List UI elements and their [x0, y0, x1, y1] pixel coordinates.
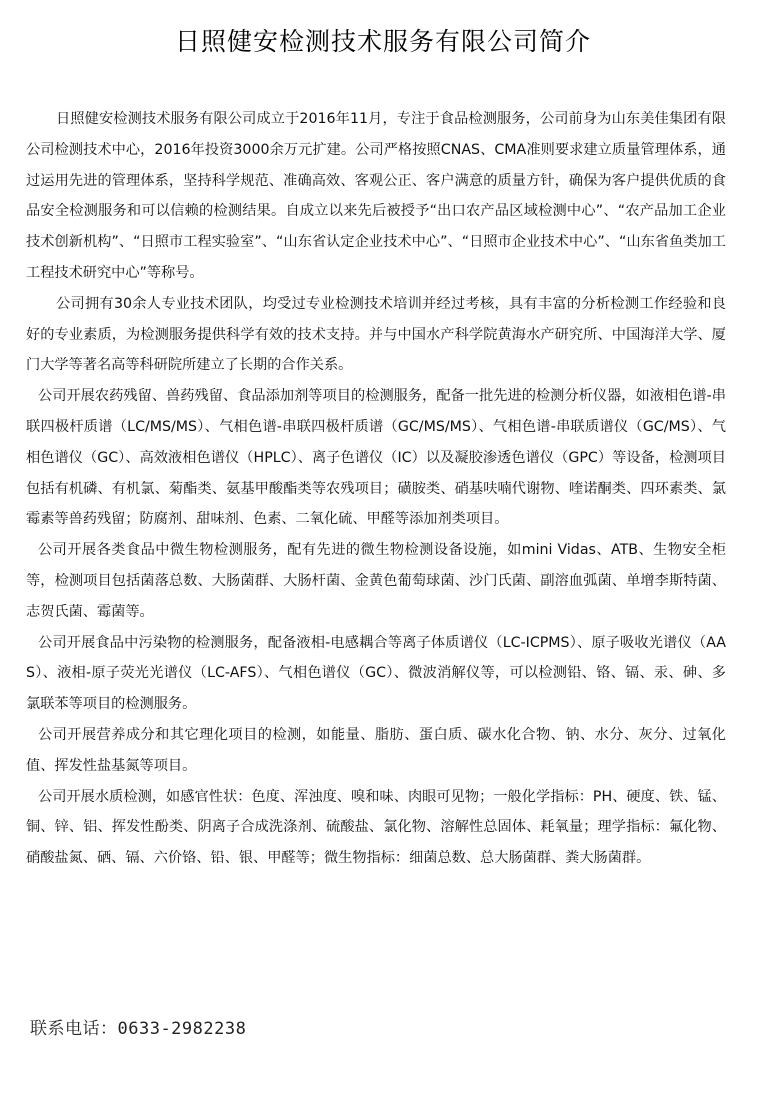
paragraph-contaminant-testing: 公司开展食品中污染物的检测服务，配备液相-电感耦合等离子体质谱仪（LC-ICPMS）、原子吸收光谱仪（AAS）、液相-原子荧光光谱仪（LC-AFS）、气相色谱仪（GC）、微波消解仪等，可以检测铅、铬、镉、汞、砷、多氯联苯等项目的检测服务。	[26, 634, 726, 713]
body-text	[26, 104, 726, 874]
paragraph-company-overview: 日照健安检测技术服务有限公司成立于2016年11月，专注于食品检测服务，公司前身为山东美佳集团有限公司检测技术中心，2016年投资3000余万元扩建。公司严格按照CNAS、CMA准则要求建立质量管理体系，通过运用先进的管理体系，坚持科学规范、准确高效、客观公正、客户满意的质量方针，确保为客户提供优质的食品安全检测服务和可以信赖的检测结果。自成立以来先后被授予“出口农产品区域检测中心”、“农产品加工企业技术创新机构”、“日照市工程实验室”、“山东省认定企业技术中心”、“日照市企业技术中心”、“山东省鱼类加工工程技术研究中心”等称号。	[26, 111, 726, 281]
contact-phone: 联系电话：0633-2982238	[30, 1019, 247, 1039]
paragraph-team: 公司拥有30余人专业技术团队，均受过专业检测技术培训并经过考核，具有丰富的分析检测工作经验和良好的专业素质，为检测服务提供科学有效的技术支持。并与中国水产科学院黄海水产研究所、中国海洋大学、厦门大学等著名高等科研院所建立了长期的合作关系。	[26, 295, 726, 374]
paragraph-nutrition-testing: 公司开展营养成分和其它理化项目的检测，如能量、脂肪、蛋白质、碳水化合物、钠、水分、灰分、过氧化值、挥发性盐基氮等项目。	[26, 726, 726, 774]
page-title: 日照健安检测技术服务有限公司简介	[174, 27, 591, 56]
paragraph-microbiology-testing: 公司开展各类食品中微生物检测服务，配有先进的微生物检测设备设施，如mini Vidas、ATB、生物安全柜等，检测项目包括菌落总数、大肠菌群、大肠杆菌、金黄色葡萄球菌、沙门氏菌、副溶血弧菌、单增李斯特菌、志贺氏菌、霉菌等。	[26, 542, 726, 620]
paragraph-residue-testing: 公司开展农药残留、兽药残留、食品添加剂等项目的检测服务，配备一批先进的检测分析仪器，如液相色谱-串联四极杆质谱（LC/MS/MS）、气相色谱-串联四极杆质谱（GC/MS/MS）、气相色谱-串联质谱仪（GC/MS）、气相色谱仪（GC）、高效液相色谱仪（HPLC）、离子色谱仪（IC）以及凝胶渗透色谱仪（GPC）等设备，检测项目包括有机磷、有机氯、菊酯类、氨基甲酸酯类等农残项目；磺胺类、硝基呋喃代谢物、喹诺酮类、四环素类、氯霉素等兽药残留；防腐剂、甜味剂、色素、二氧化硫、甲醛等添加剂类项目。	[26, 388, 726, 528]
paragraph-water-testing: 公司开展水质检测，如感官性状：色度、浑浊度、嗅和味、肉眼可见物；一般化学指标：PH、硬度、铁、锰、铜、锌、铝、挥发性酚类、阴离子合成洗涤剂、硫酸盐、氯化物、溶解性总固体、耗氧量；理学指标：氟化物、硝酸盐氮、硒、镉、六价铬、铅、银、甲醛等；微生物指标：细菌总数、总大肠菌群、粪大肠菌群。	[26, 788, 726, 867]
